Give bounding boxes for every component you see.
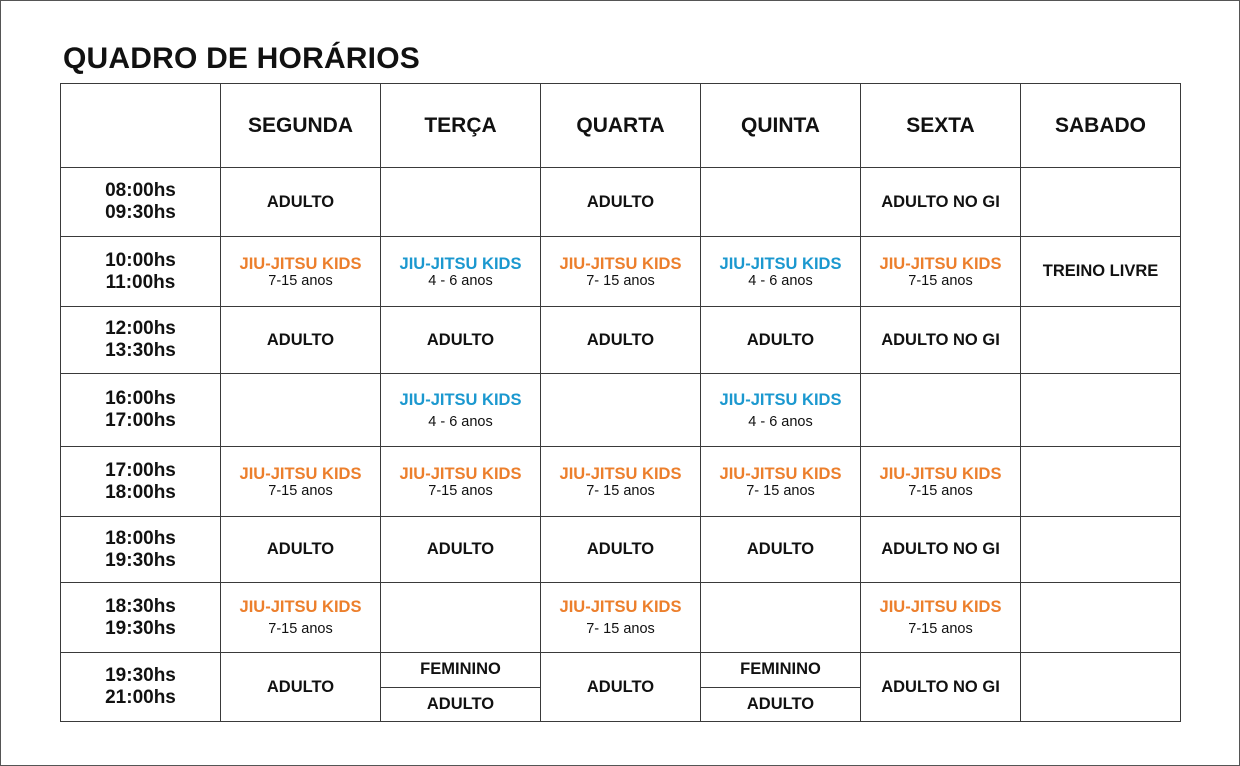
time-cell — [61, 653, 221, 722]
class-label: ADULTO — [266, 677, 335, 696]
time-end: 19:30hs — [105, 549, 176, 571]
time-start: 12:00hs — [105, 318, 176, 339]
time-end: 09:30hs — [105, 202, 176, 223]
class-label: JIU-JITSU KIDS — [879, 598, 1002, 616]
age-range: 4 - 6 anos — [428, 272, 493, 289]
time-cell — [61, 583, 221, 653]
class-cell — [221, 447, 381, 517]
time-end: 11:00hs — [105, 271, 176, 293]
class-label: ADULTO — [266, 540, 335, 558]
time-cell — [61, 447, 221, 517]
class-label: JIU-JITSU KIDS — [879, 254, 1002, 273]
class-label: ADULTO NO GI — [881, 192, 1000, 211]
time-cell — [61, 517, 221, 583]
class-cell — [1021, 447, 1181, 517]
age-range: 4 - 6 anos — [428, 413, 493, 430]
corner-cell — [61, 84, 221, 168]
day-header: SEXTA — [861, 84, 1021, 168]
class-label: ADULTO — [586, 540, 655, 558]
class-cell — [381, 168, 541, 237]
age-range: 7- 15 anos — [586, 272, 655, 289]
class-label: ADULTO — [426, 540, 495, 558]
page-title: QUADRO DE HORÁRIOS — [63, 42, 420, 75]
schedule-row — [61, 168, 1181, 237]
time-start: 08:00hs — [105, 180, 176, 201]
time-start: 18:00hs — [105, 527, 176, 549]
class-cell — [1021, 307, 1181, 374]
class-label: ADULTO NO GI — [881, 677, 1000, 696]
header-row — [61, 84, 1181, 168]
day-header: QUARTA — [541, 84, 701, 168]
class-label: TREINO LIVRE — [1042, 262, 1159, 280]
class-label: JIU-JITSU KIDS — [719, 254, 842, 273]
class-cell — [701, 583, 861, 653]
class-label: JIU-JITSU KIDS — [719, 390, 842, 409]
time-start: 16:00hs — [105, 388, 176, 409]
class-cell — [701, 168, 861, 237]
class-label-feminino: FEMININO — [740, 660, 821, 679]
schedule-row — [61, 237, 1181, 307]
class-cell — [221, 583, 381, 653]
time-cell — [61, 237, 221, 307]
schedule-row — [61, 307, 1181, 374]
class-cell — [861, 583, 1021, 653]
class-label: JIU-JITSU KIDS — [559, 464, 682, 483]
schedule-row — [61, 583, 1181, 653]
class-label: ADULTO — [266, 192, 335, 211]
age-range: 7-15 anos — [908, 272, 973, 289]
age-range: 4 - 6 anos — [748, 413, 813, 430]
time-end: 18:00hs — [105, 481, 176, 503]
class-label: ADULTO — [746, 330, 815, 349]
class-cell — [541, 653, 701, 722]
class-cell — [221, 653, 381, 722]
class-label: ADULTO — [266, 330, 335, 349]
class-label: JIU-JITSU KIDS — [239, 464, 362, 483]
class-label: ADULTO NO GI — [881, 540, 1000, 558]
class-cell — [1021, 517, 1181, 583]
class-cell — [861, 307, 1021, 374]
time-cell — [61, 374, 221, 447]
class-cell — [541, 168, 701, 237]
age-range: 7-15 anos — [268, 621, 333, 637]
time-end: 21:00hs — [105, 687, 176, 708]
age-range: 7-15 anos — [908, 621, 973, 637]
time-end: 13:30hs — [105, 340, 176, 361]
class-label-feminino: FEMININO — [420, 660, 501, 679]
time-cell — [61, 168, 221, 237]
class-label: JIU-JITSU KIDS — [239, 598, 362, 616]
class-cell — [541, 517, 701, 583]
age-range: 7-15 anos — [268, 272, 333, 289]
class-label: ADULTO — [586, 677, 655, 696]
day-header: TERÇA — [381, 84, 541, 168]
class-cell — [221, 237, 381, 307]
class-label: ADULTO — [746, 540, 815, 558]
age-range: 7-15 anos — [268, 482, 333, 499]
class-label: JIU-JITSU KIDS — [239, 254, 362, 273]
age-range: 4 - 6 anos — [748, 272, 813, 289]
time-end: 19:30hs — [105, 617, 176, 639]
class-cell — [861, 168, 1021, 237]
class-cell — [381, 374, 541, 447]
class-label: JIU-JITSU KIDS — [559, 254, 682, 273]
class-label: JIU-JITSU KIDS — [559, 598, 682, 616]
time-start: 17:00hs — [105, 459, 176, 481]
class-label: JIU-JITSU KIDS — [399, 254, 522, 273]
age-range: 7-15 anos — [908, 482, 973, 499]
day-header: SEGUNDA — [221, 84, 381, 168]
class-cell — [1021, 237, 1181, 307]
day-header: QUINTA — [701, 84, 861, 168]
class-cell — [381, 447, 541, 517]
class-cell — [541, 583, 701, 653]
class-cell — [1021, 653, 1181, 722]
class-cell — [221, 374, 381, 447]
class-cell — [381, 653, 541, 722]
class-label-adulto: ADULTO — [381, 687, 540, 722]
time-start: 10:00hs — [105, 249, 176, 271]
age-range: 7- 15 anos — [746, 482, 815, 499]
class-cell — [541, 237, 701, 307]
class-cell — [381, 583, 541, 653]
class-cell — [381, 237, 541, 307]
class-label: JIU-JITSU KIDS — [399, 464, 522, 483]
class-cell — [861, 653, 1021, 722]
time-end: 17:00hs — [105, 410, 176, 431]
class-cell — [541, 447, 701, 517]
schedule-table — [60, 83, 1181, 722]
class-cell — [221, 307, 381, 374]
schedule-row — [61, 653, 1181, 722]
class-cell — [381, 307, 541, 374]
class-cell — [701, 447, 861, 517]
time-start: 19:30hs — [105, 665, 176, 686]
class-cell — [861, 237, 1021, 307]
class-cell — [221, 517, 381, 583]
day-header: SABADO — [1021, 84, 1181, 168]
class-cell — [541, 374, 701, 447]
class-label: ADULTO — [426, 330, 495, 349]
class-cell — [1021, 374, 1181, 447]
class-cell — [221, 168, 381, 237]
time-cell — [61, 307, 221, 374]
class-label: JIU-JITSU KIDS — [879, 464, 1002, 483]
class-label: JIU-JITSU KIDS — [719, 464, 842, 483]
schedule-row — [61, 517, 1181, 583]
class-label: ADULTO — [586, 192, 655, 211]
schedule-row — [61, 447, 1181, 517]
age-range: 7- 15 anos — [586, 621, 655, 637]
class-cell — [861, 447, 1021, 517]
class-cell — [541, 307, 701, 374]
class-cell — [701, 237, 861, 307]
class-cell — [701, 653, 861, 722]
schedule-row — [61, 374, 1181, 447]
age-range: 7- 15 anos — [586, 482, 655, 499]
class-label-adulto: ADULTO — [701, 687, 860, 722]
class-cell — [861, 517, 1021, 583]
time-start: 18:30hs — [105, 595, 176, 617]
age-range: 7-15 anos — [428, 482, 493, 499]
class-cell — [861, 374, 1021, 447]
class-cell — [381, 517, 541, 583]
class-cell — [1021, 168, 1181, 237]
class-cell — [701, 307, 861, 374]
class-cell — [701, 517, 861, 583]
class-label: JIU-JITSU KIDS — [399, 390, 522, 409]
class-label: ADULTO — [586, 330, 655, 349]
class-cell — [1021, 583, 1181, 653]
class-label: ADULTO NO GI — [881, 330, 1000, 349]
class-cell — [701, 374, 861, 447]
